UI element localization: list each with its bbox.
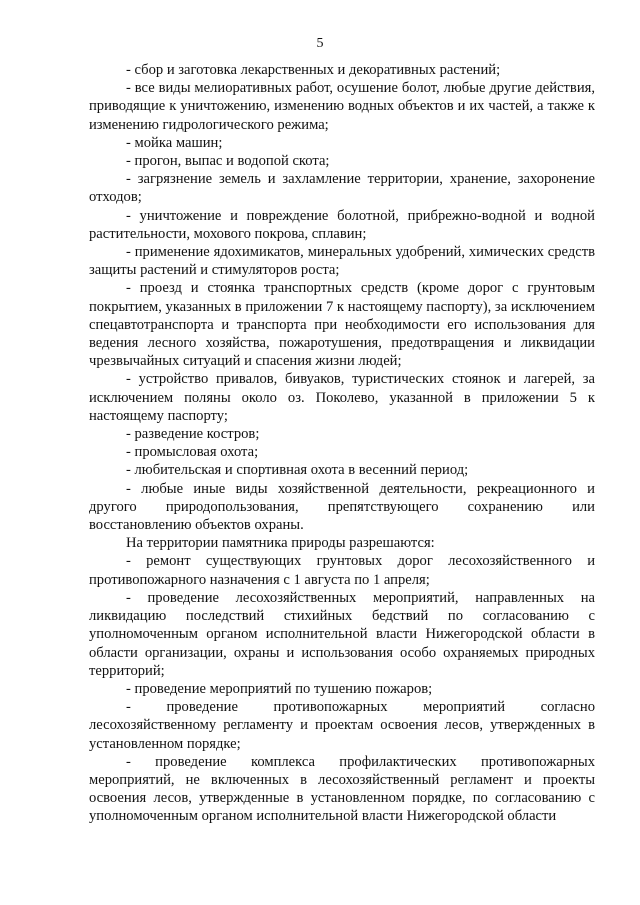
paragraph: - применение ядохимикатов, минеральных удобрений, химических средств защиты растений и стимуляторов роста; [89,244,595,279]
paragraph: - любительская и спортивная охота в весенний период; [126,462,469,479]
paragraph: - мойка машин; [126,134,223,151]
paragraph: - проведение мероприятий по тушению пожаров; [126,680,433,697]
paragraph: - проведение противопожарных мероприятий согласно лесохозяйственному регламенту и проектам освоения лесов, утвержденных в установленном порядке; [89,699,595,752]
paragraph: - ремонт существующих грунтовых дорог лесохозяйственного и противопожарного назначения с 1 августа по 1 апреля; [89,553,595,588]
paragraph: - промысловая охота; [126,444,259,461]
paragraph: - проведение комплекса профилактических противопожарных мероприятий, не включенных в лесохозяйственный регламент и проекты освоения лесов, утвержденные в установленном порядке, по согласованию с уполномоченным органом исполнительной власти Нижегородской области [89,753,595,825]
paragraph: - любые иные виды хозяйственной деятельности, рекреационного и другого природопользования, препятствующего сохранению или восстановлению объектов охраны. [89,480,595,534]
paragraph: - разведение костров; [126,426,260,443]
paragraph: - прогон, выпас и водопой скота; [126,153,330,170]
paragraph: - загрязнение земель и захламление территории, хранение, захоронение отходов; [89,171,595,206]
paragraph: - проезд и стоянка транспортных средств (кроме дорог с грунтовым покрытием, указанных в приложении 7 к настоящему паспорту), за исключением спецавтотранспорта и транспорта при необходимости его использования для ведения лесного хозяйства, пожаротушения, предотвращения и ликвидации чрезвычайных ситуаций и спасения жизни людей; [89,280,595,370]
paragraph: На территории памятника природы разрешаются: [126,535,435,552]
paragraph: - уничтожение и повреждение болотной, прибрежно-водной и водной растительности, мохового покрова, сплавин; [89,207,595,242]
paragraph: - все виды мелиоративных работ, осушение болот, любые другие действия, приводящие к уничтожению, изменению водных объектов и их частей, а также к изменению гидрологического режима; [89,80,595,133]
document-body [89,61,595,826]
paragraph: - проведение лесохозяйственных мероприятий, направленных на ликвидацию последствий стихийных бедствий по согласованию с уполномоченным органом исполнительной власти Нижегородской области в области организации, охраны и использования особо охраняемых природных территорий; [89,589,595,679]
paragraph: - устройство привалов, бивуаков, туристических стоянок и лагерей, за исключением поляны около оз. Поколево, указанной в приложении 5 к настоящему паспорту; [89,371,595,424]
paragraph: - сбор и заготовка лекарственных и декоративных растений; [126,62,501,78]
page-number: 5 [316,36,324,51]
